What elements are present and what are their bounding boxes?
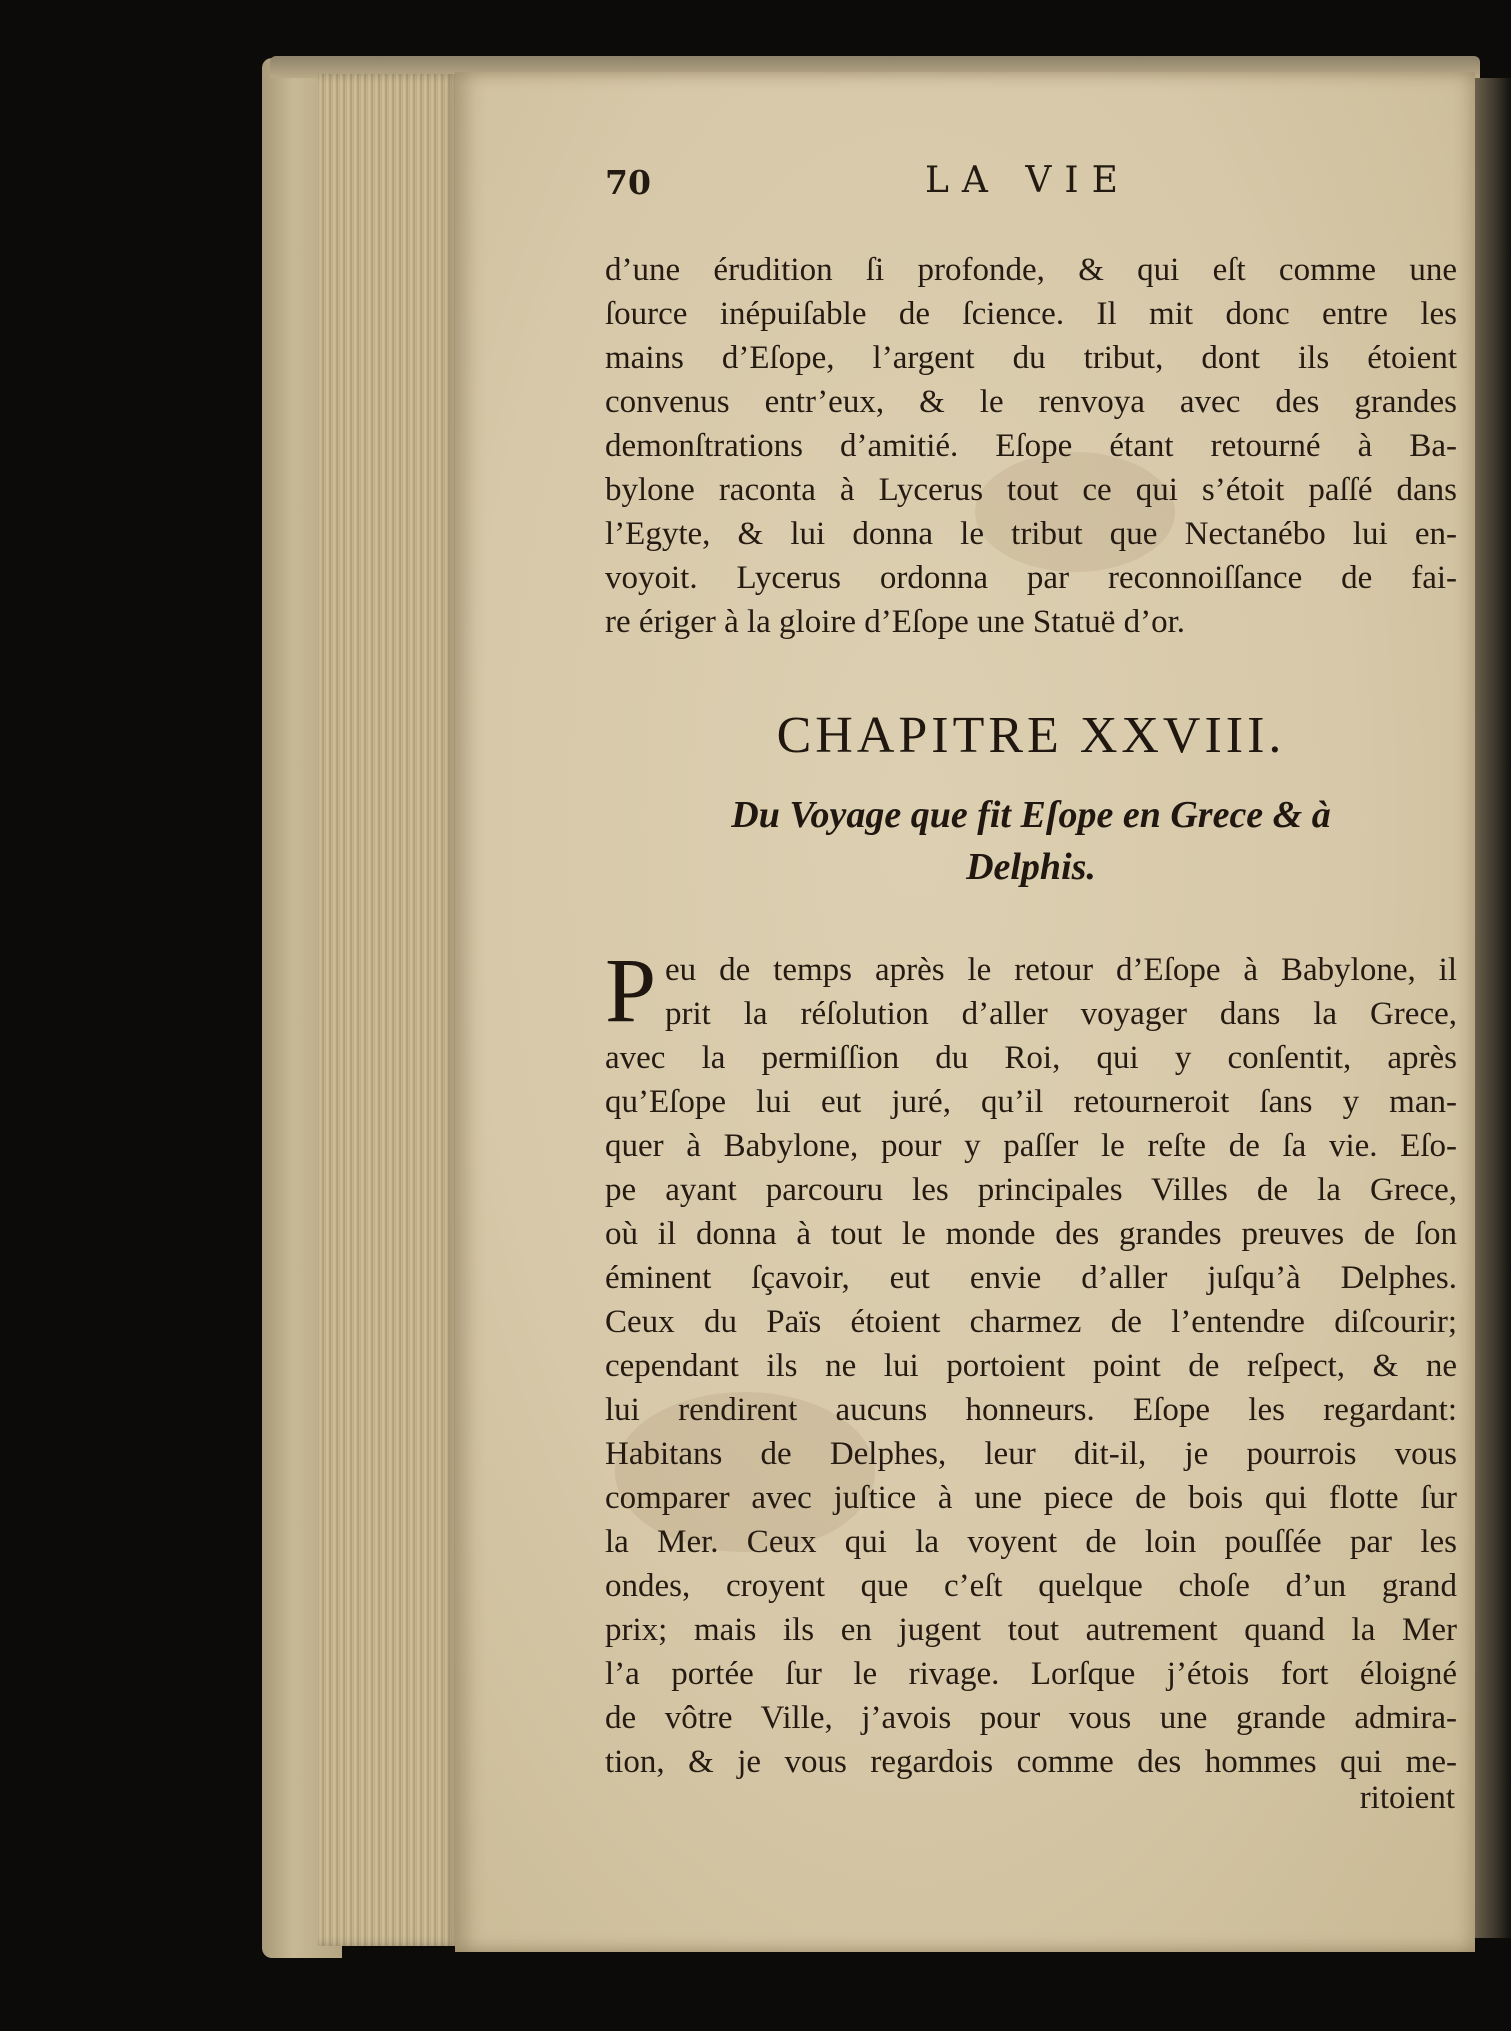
text-line: quer à Babylone, pour y paſſer le reſte de ſa vie. Eſo- <box>605 1128 1457 1164</box>
text-line: demonſtrations d’amitié. Eſope étant retourné à Ba- <box>605 428 1457 464</box>
text-line: mains d’Eſope, l’argent du tribut, dont ils étoient <box>605 340 1457 376</box>
running-head: LA VIE <box>925 160 1131 201</box>
text-line: pe ayant parcouru les principales Villes de la Grece, <box>605 1172 1457 1208</box>
chapter-subtitle: Du Voyage que fit Eſope en Grece & à <box>731 794 1331 836</box>
text-line: Habitans de Delphes, leur dit-il, je pourrois vous <box>605 1436 1457 1472</box>
page-block-edges <box>318 74 458 1946</box>
text-line: lui rendirent aucuns honneurs. Eſope les regardant: <box>605 1392 1457 1428</box>
text-line: où il donna à tout le monde des grandes preuves de ſon <box>605 1216 1457 1252</box>
text-line: la Mer. Ceux qui la voyent de loin pouſſée par les <box>605 1524 1457 1560</box>
text-line: ondes, croyent que c’eſt quelque choſe d’un grand <box>605 1568 1457 1604</box>
text-line: l’a portée ſur le rivage. Lorſque j’étois fort éloigné <box>605 1656 1457 1692</box>
text-line: tion, & je vous regardois comme des hommes qui me- <box>605 1744 1457 1780</box>
text-line: ſource inépuiſable de ſcience. Il mit donc entre les <box>605 296 1457 332</box>
text-line: comparer avec juſtice à une piece de bois qui flotte ſur <box>605 1480 1457 1516</box>
text-line: Ceux du Païs étoient charmez de l’entendre diſcourir; <box>605 1304 1457 1340</box>
text-line: cependant ils ne lui portoient point de reſpect, & ne <box>605 1348 1457 1384</box>
text-line: qu’Eſope lui eut juré, qu’il retourneroit ſans y man- <box>605 1084 1457 1120</box>
text-line: eu de temps après le retour d’Eſope à Babylone, il <box>665 952 1457 988</box>
catchword: ritoient <box>1359 1780 1455 1816</box>
page-number: 70 <box>605 163 651 202</box>
gutter-shadow <box>1475 78 1511 1938</box>
chapter-title: CHAPITRE XXVIII. <box>776 707 1286 764</box>
text-line: re ériger à la gloire d’Eſope une Statuë d’or. <box>605 604 1186 640</box>
chapter-subtitle: Delphis. <box>966 846 1096 888</box>
text-line: d’une érudition ſi profonde, & qui eſt comme une <box>605 252 1457 288</box>
text-line: prit la réſolution d’aller voyager dans la Grece, <box>665 996 1457 1032</box>
text-line: l’Egyte, & lui donna le tribut que Nectanébo lui en- <box>605 516 1457 552</box>
text-line: convenus entr’eux, & le renvoya avec des grandes <box>605 384 1457 420</box>
text-line: bylone raconta à Lycerus tout ce qui s’étoit paſſé dans <box>605 472 1457 508</box>
text-line: de vôtre Ville, j’avois pour vous une grande admira- <box>605 1700 1457 1736</box>
drop-capital: P <box>605 939 657 1041</box>
text-line: prix; mais ils en jugent tout autrement quand la Mer <box>605 1612 1457 1648</box>
text-line: éminent ſçavoir, eut envie d’aller juſqu’à Delphes. <box>605 1260 1457 1296</box>
text-line: voyoit. Lycerus ordonna par reconnoiſſance de fai- <box>605 560 1457 596</box>
text-line: avec la permiſſion du Roi, qui y conſentit, après <box>605 1040 1457 1076</box>
